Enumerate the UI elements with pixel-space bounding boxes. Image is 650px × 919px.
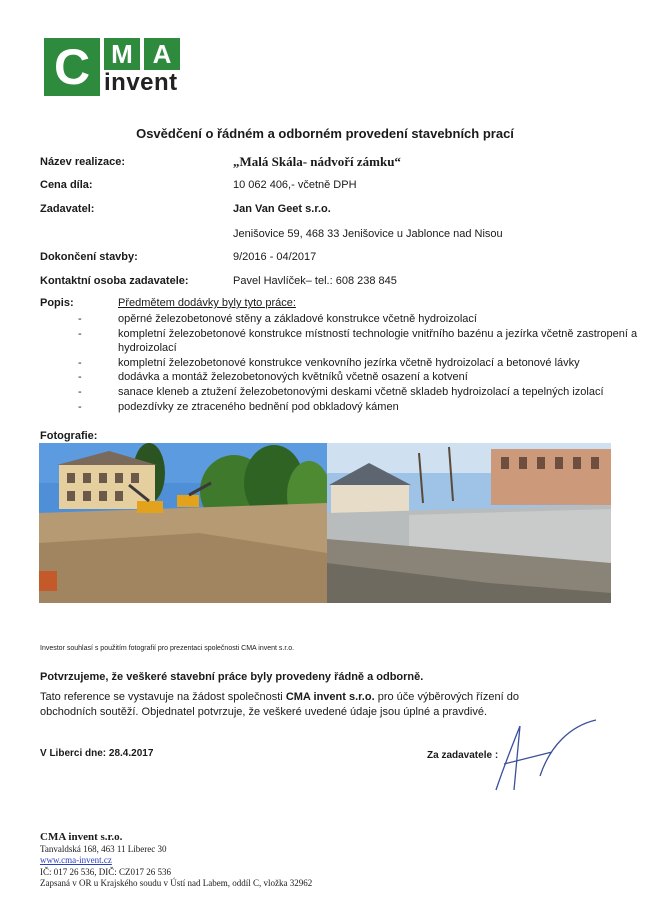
list-item: - kompletní železobetonové konstrukce venkovního jezírka včetně hydroizolací a betonové lávky: [78, 356, 580, 369]
confirmation-statement: Potvrzujeme, že veškeré stavební práce byly provedeny řádně a odborně.: [40, 671, 424, 683]
place-and-date: V Liberci dne: 28.4.2017: [40, 748, 154, 759]
footer-ids: IČ: 017 26 536, DIČ: CZ017 26 536: [40, 866, 172, 877]
list-item: - dodávka a montáž železobetonových květníků včetně osazení a kotvení: [78, 371, 468, 384]
realizace-value: „Malá Skála- nádvoří zámku“: [233, 154, 401, 169]
kontakt-value: Pavel Havlíček– tel.: 608 238 845: [233, 275, 397, 287]
list-item: - sanace kleneb a ztužení železobetonovými deskami včetně skladeb hydroizolací a tepelných izolací: [78, 385, 604, 398]
photo-right: [327, 443, 611, 603]
footer: [40, 832, 312, 890]
logo-letter-a: A: [144, 38, 180, 70]
logo-letter-m: M: [104, 38, 140, 70]
handwritten-signature: [490, 716, 600, 796]
footer-registry: Zapsaná v OR u Krajského soudu v Ústí nad Labem, oddíl C, vložka 32962: [40, 878, 313, 888]
zadavatel-address: Jenišovice 59, 468 33 Jenišovice u Jablonce nad Nisou: [233, 228, 503, 240]
list-item: - kompletní železobetonové konstrukce místností technologie vnitřního bazénu a jezírka včetně zastropení a hydroizolací: [78, 327, 638, 355]
footer-website-link[interactable]: www.cma-invent.cz: [40, 855, 112, 865]
photo-caption: Investor souhlasí s použitím fotografií pro prezentaci společnosti CMA invent s.r.o.: [40, 645, 295, 652]
dokonceni-value: 9/2016 - 04/2017: [233, 251, 317, 263]
logo-word: invent: [104, 69, 178, 96]
construction-photos: [39, 443, 611, 603]
popis-heading: Předmětem dodávky byly tyto práce:: [118, 297, 296, 309]
list-item: - opěrné železobetonové stěny a základové konstrukce včetně hydroizolací: [78, 313, 477, 325]
work-list: [78, 312, 638, 414]
footer-company: CMA invent s.r.o.: [40, 831, 123, 843]
dokonceni-label: Dokončení stavby:: [40, 251, 138, 263]
footer-address: Tanvaldská 168, 463 11 Liberec 30: [40, 843, 167, 854]
logo-letter-c: C: [44, 38, 100, 96]
cena-value: 10 062 406,- včetně DPH: [233, 179, 357, 191]
photos-label: Fotografie:: [40, 430, 98, 442]
reference-paragraph: Tato reference se vystavuje na žádost společnosti CMA invent s.r.o. pro úče výběrových řízení do obchodních soutěží. Objednatel potvrzuje, že veškeré uvedené údaje jsou úplné a pravdivé.: [40, 691, 519, 718]
document-title: Osvědčení o řádném a odborném provedení stavebních prací: [136, 126, 514, 141]
company-logo: [44, 38, 180, 98]
popis-label: Popis:: [40, 297, 74, 309]
signature-label: Za zadavatele :: [427, 750, 499, 761]
kontakt-label: Kontaktní osoba zadavatele:: [40, 275, 189, 287]
zadavatel-label: Zadavatel:: [40, 203, 95, 215]
list-item: - podezdívky ze ztraceného bednění pod obkladový kámen: [78, 400, 399, 413]
realizace-label: Název realizace:: [40, 156, 125, 168]
zadavatel-value: Jan Van Geet s.r.o.: [233, 203, 331, 215]
photo-left: [39, 443, 331, 603]
cena-label: Cena díla:: [40, 179, 93, 191]
